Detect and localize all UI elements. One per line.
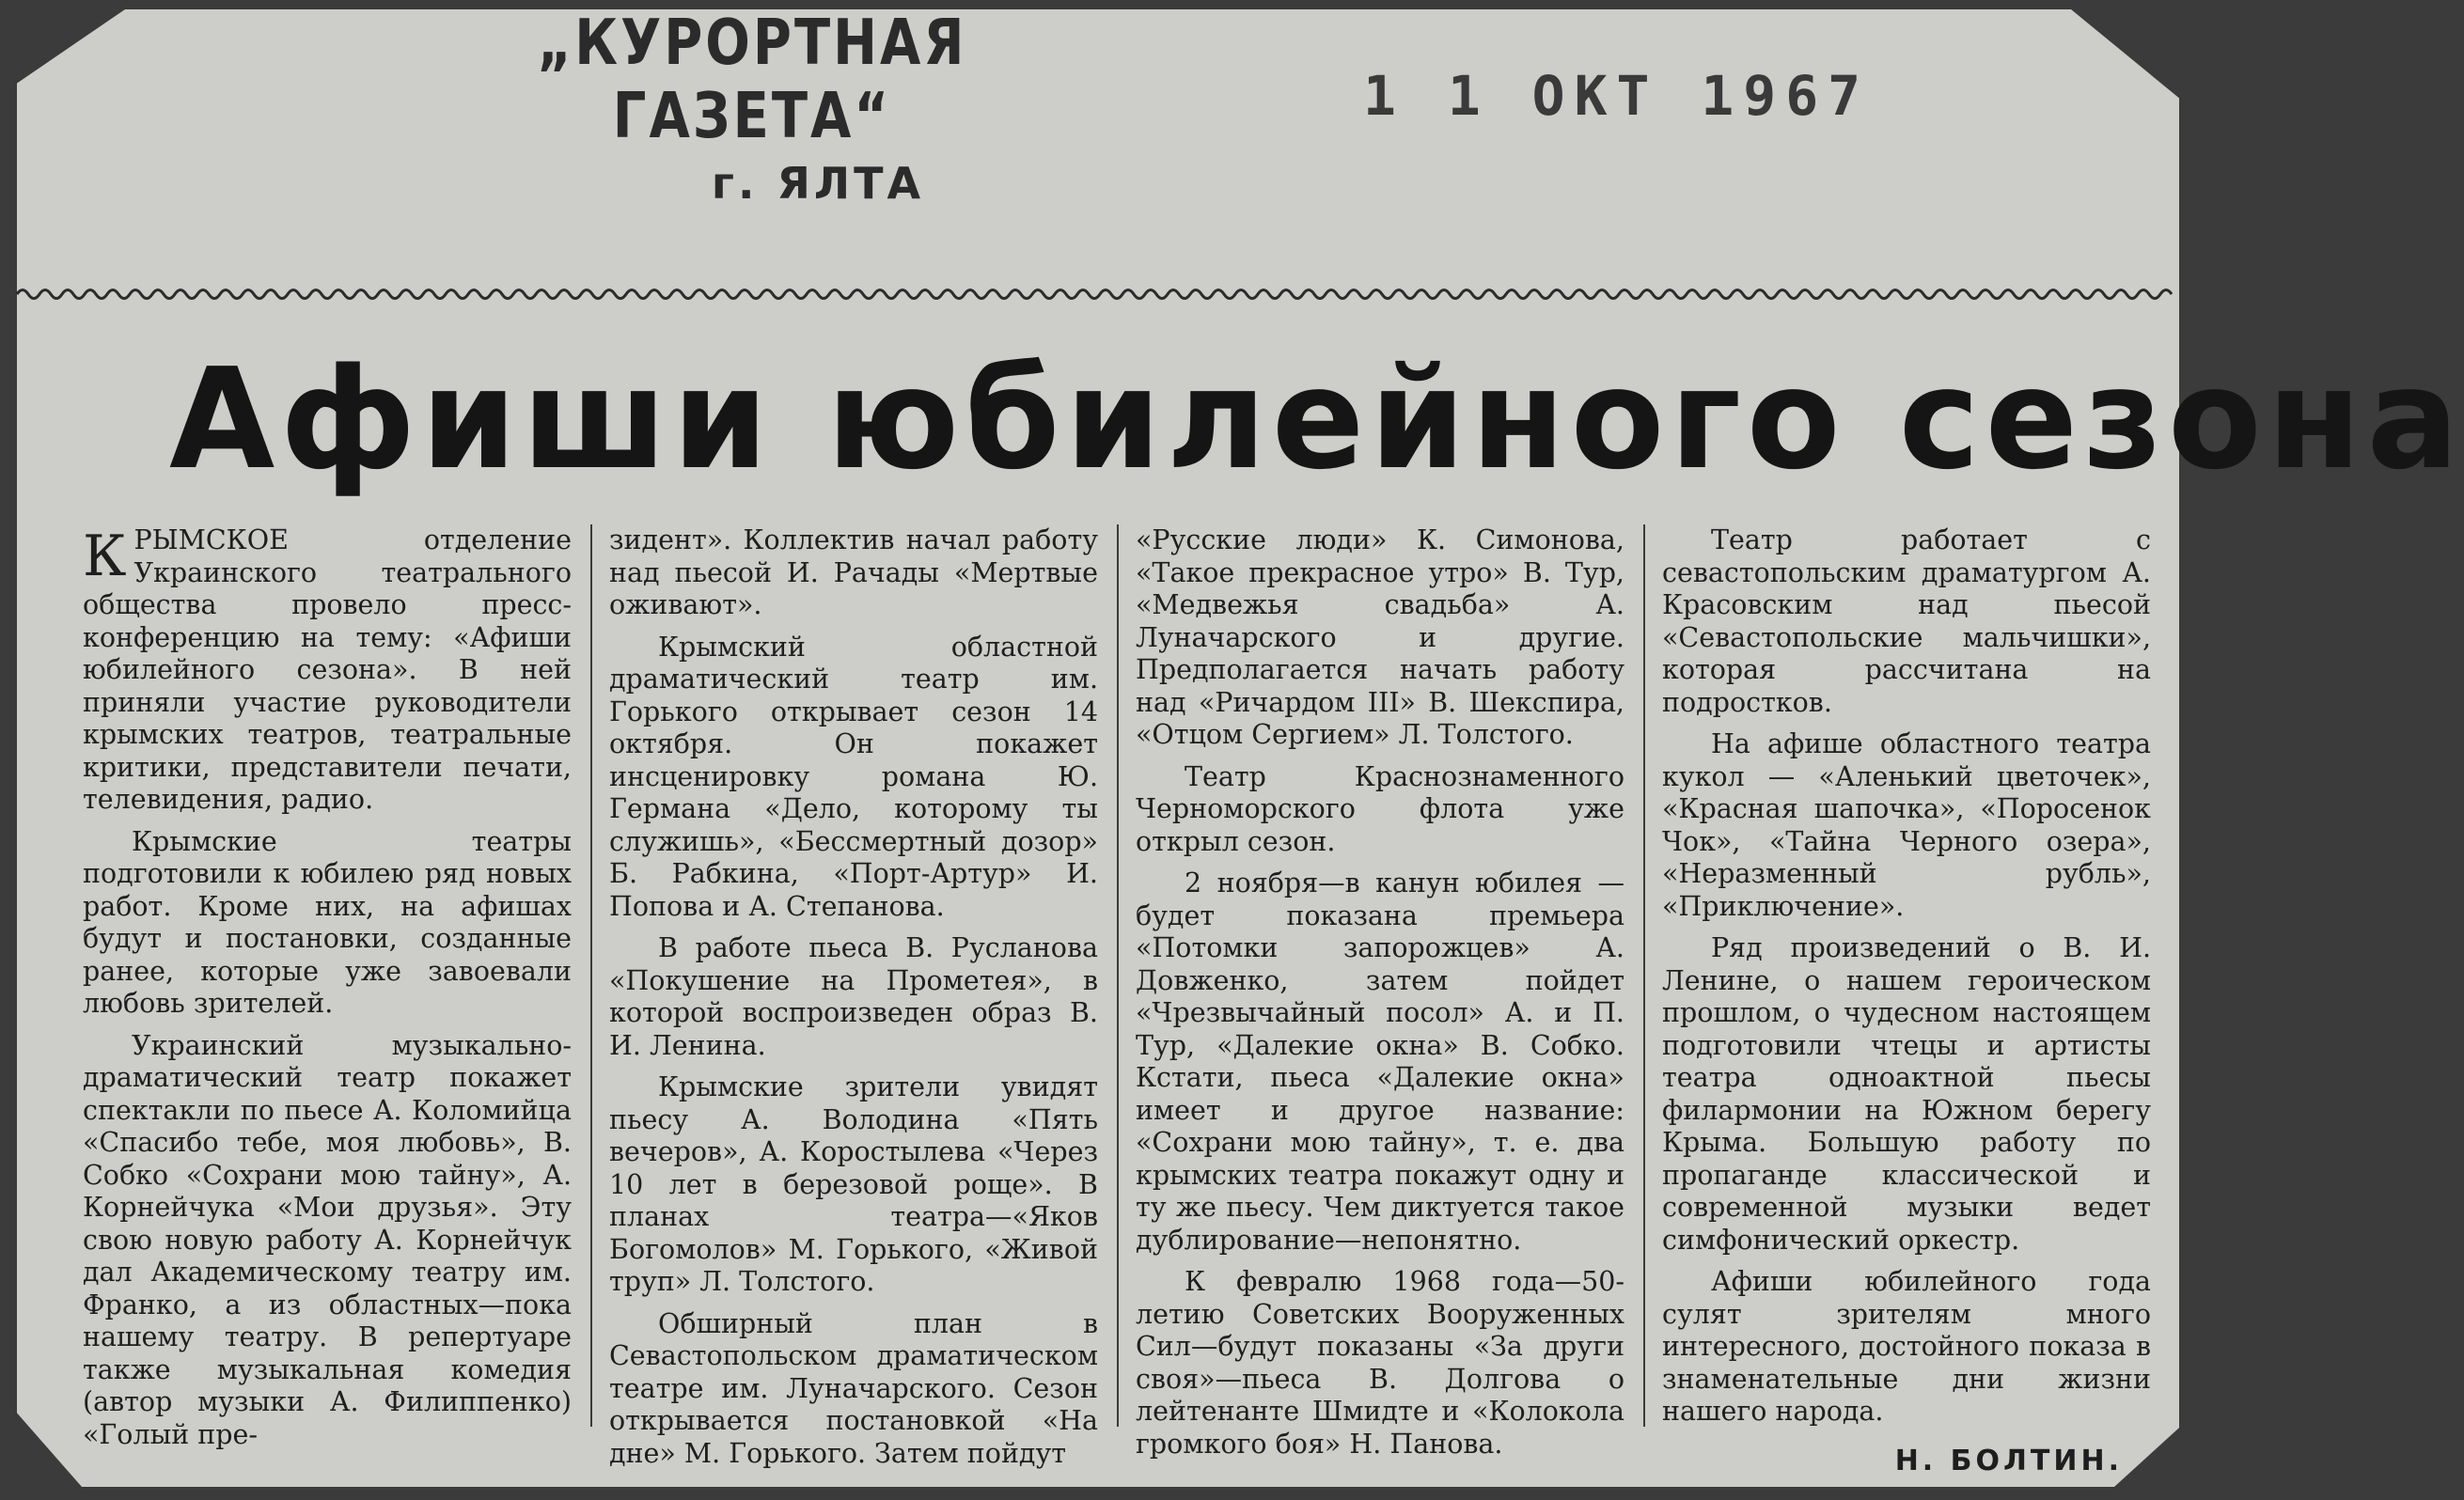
article-headline: Афиши юбилейного сезона <box>169 338 2464 500</box>
paragraph: Крымские зрители увидят пьесу А. Володина «Пять вечеров», А. Коростылева «Через 10 лет в березовой роще». В планах театра—«Яков Богомолов» М. Горького, «Живой труп» Л. Толстого. <box>609 1071 1098 1297</box>
paragraph <box>83 524 572 817</box>
paragraph: Украинский музыкально-драматический театр покажет спектакли по пьесе А. Коломийца «Спасибо тебе, моя любовь», В. Собко «Сохрани мою тайну», А. Корнейчука «Мои друзья». Эту свою новую работу А. Корнейчук дал Академическому театру им. Франко, а из областных—пока нашему театру. В репертуаре также музыкальная комедия (автор музыки А. Филиппенко) «Голый пре- <box>83 1029 572 1450</box>
column-3 <box>1136 524 1624 1460</box>
paragraph: Театр Краснознаменного Черноморского флота уже открыл сезон. <box>1136 760 1624 857</box>
date-stamp: 1 1 ОКТ 1967 <box>1363 64 1871 128</box>
paragraph: Театр работает с севастопольским драматургом А. Красовским над пьесой «Севастопольские мальчишки», которая рассчитана на подростков. <box>1662 524 2151 718</box>
column-divider <box>1643 524 1645 1427</box>
paragraph: Афиши юбилейного года сулят зрителям много интересного, достойного показа в знаменательные дни жизни нашего народа. <box>1662 1266 2151 1427</box>
column-1 <box>83 523 572 1450</box>
drop-cap: К <box>83 523 127 589</box>
newspaper-name: „КУРОРТНАЯ ГАЗЕТА“ <box>537 7 967 153</box>
paragraph: «Русские люди» К. Симонова, «Такое прекрасное утро» В. Тур, «Медвежья свадьба» А. Луначарского и другие. Предполагается начать работу над «Ричардом III» В. Шекспира, «Отцом Сергием» Л. Толстого. <box>1136 524 1624 750</box>
column-4 <box>1662 524 2151 1477</box>
paragraph: На афише областного театра кукол — «Аленький цветочек», «Красная шапочка», «Поросенок Чок», «Тайна Черного озера», «Неразменный рубль», «Приключение». <box>1662 728 2151 922</box>
masthead-stamp <box>470 7 1034 209</box>
wavy-rule <box>17 286 2179 303</box>
article-body <box>83 523 2160 1477</box>
column-divider <box>590 524 592 1427</box>
paragraph-text: РЫМСКОЕ отделение Украинского театрального общества провело пресс-конференцию на тему: «Афиши юбилейного сезона». В ней приняли участие руководители крымских театров, театральные критики, представители печати, телевидения, радио. <box>83 524 572 815</box>
paragraph: В работе пьеса В. Русланова «Покушение на Прометея», в которой воспроизведен образ В. И. Ленина. <box>609 932 1098 1061</box>
paragraph: Крымский областной драматический театр им. Горького открывает сезон 14 октября. Он покажет инсценировку романа Ю. Германа «Дело, которому ты служишь», «Бессмертный дозор» Б. Рабкина, «Порт-Артур» И. Попова и А. Степанова. <box>609 631 1098 922</box>
paragraph: зидент». Коллектив начал работу над пьесой И. Рачады «Мертвые оживают». <box>609 524 1098 620</box>
paragraph: К февралю 1968 года—50-летию Советских Вооруженных Сил—будут показаны «За други своя»—пьеса В. Долгова о лейтенанте Шмидте и «Колокола громкого боя» Н. Панова. <box>1136 1266 1624 1460</box>
newspaper-city: г. ЯЛТА <box>711 158 925 209</box>
column-2 <box>609 524 1098 1469</box>
paragraph: Обширный план в Севастопольском драматическом театре им. Луначарского. Сезон открывается постановкой «На дне» М. Горького. Затем пойдут <box>609 1307 1098 1469</box>
article-author: Н. БОЛТИН. <box>1894 1444 2123 1477</box>
paragraph: Ряд произведений о В. И. Ленине, о нашем героическом прошлом, о чудесном настоящем подготовили чтецы и артисты театра одноактной пьесы филармонии на Южном берегу Крыма. Большую работу по пропаганде классической и современной музыки ведет симфонический оркестр. <box>1662 932 2151 1256</box>
column-divider <box>1117 524 1119 1427</box>
paragraph: 2 ноября—в канун юбилея — будет показана премьера «Потомки запорожцев» А. Довженко, затем пойдет «Чрезвычайный посол» А. и П. Тур, «Далекие окна» В. Собко. Кстати, пьеса «Далекие окна» имеет и другое название: «Сохрани мою тайну», т. е. два крымских театра покажут одну и ту же пьесу. Чем диктуется такое дублирование—непонятно. <box>1136 867 1624 1256</box>
paragraph: Крымские театры подготовили к юбилею ряд новых работ. Кроме них, на афишах будут и постановки, созданные ранее, которые уже завоевали любовь зрителей. <box>83 825 572 1019</box>
